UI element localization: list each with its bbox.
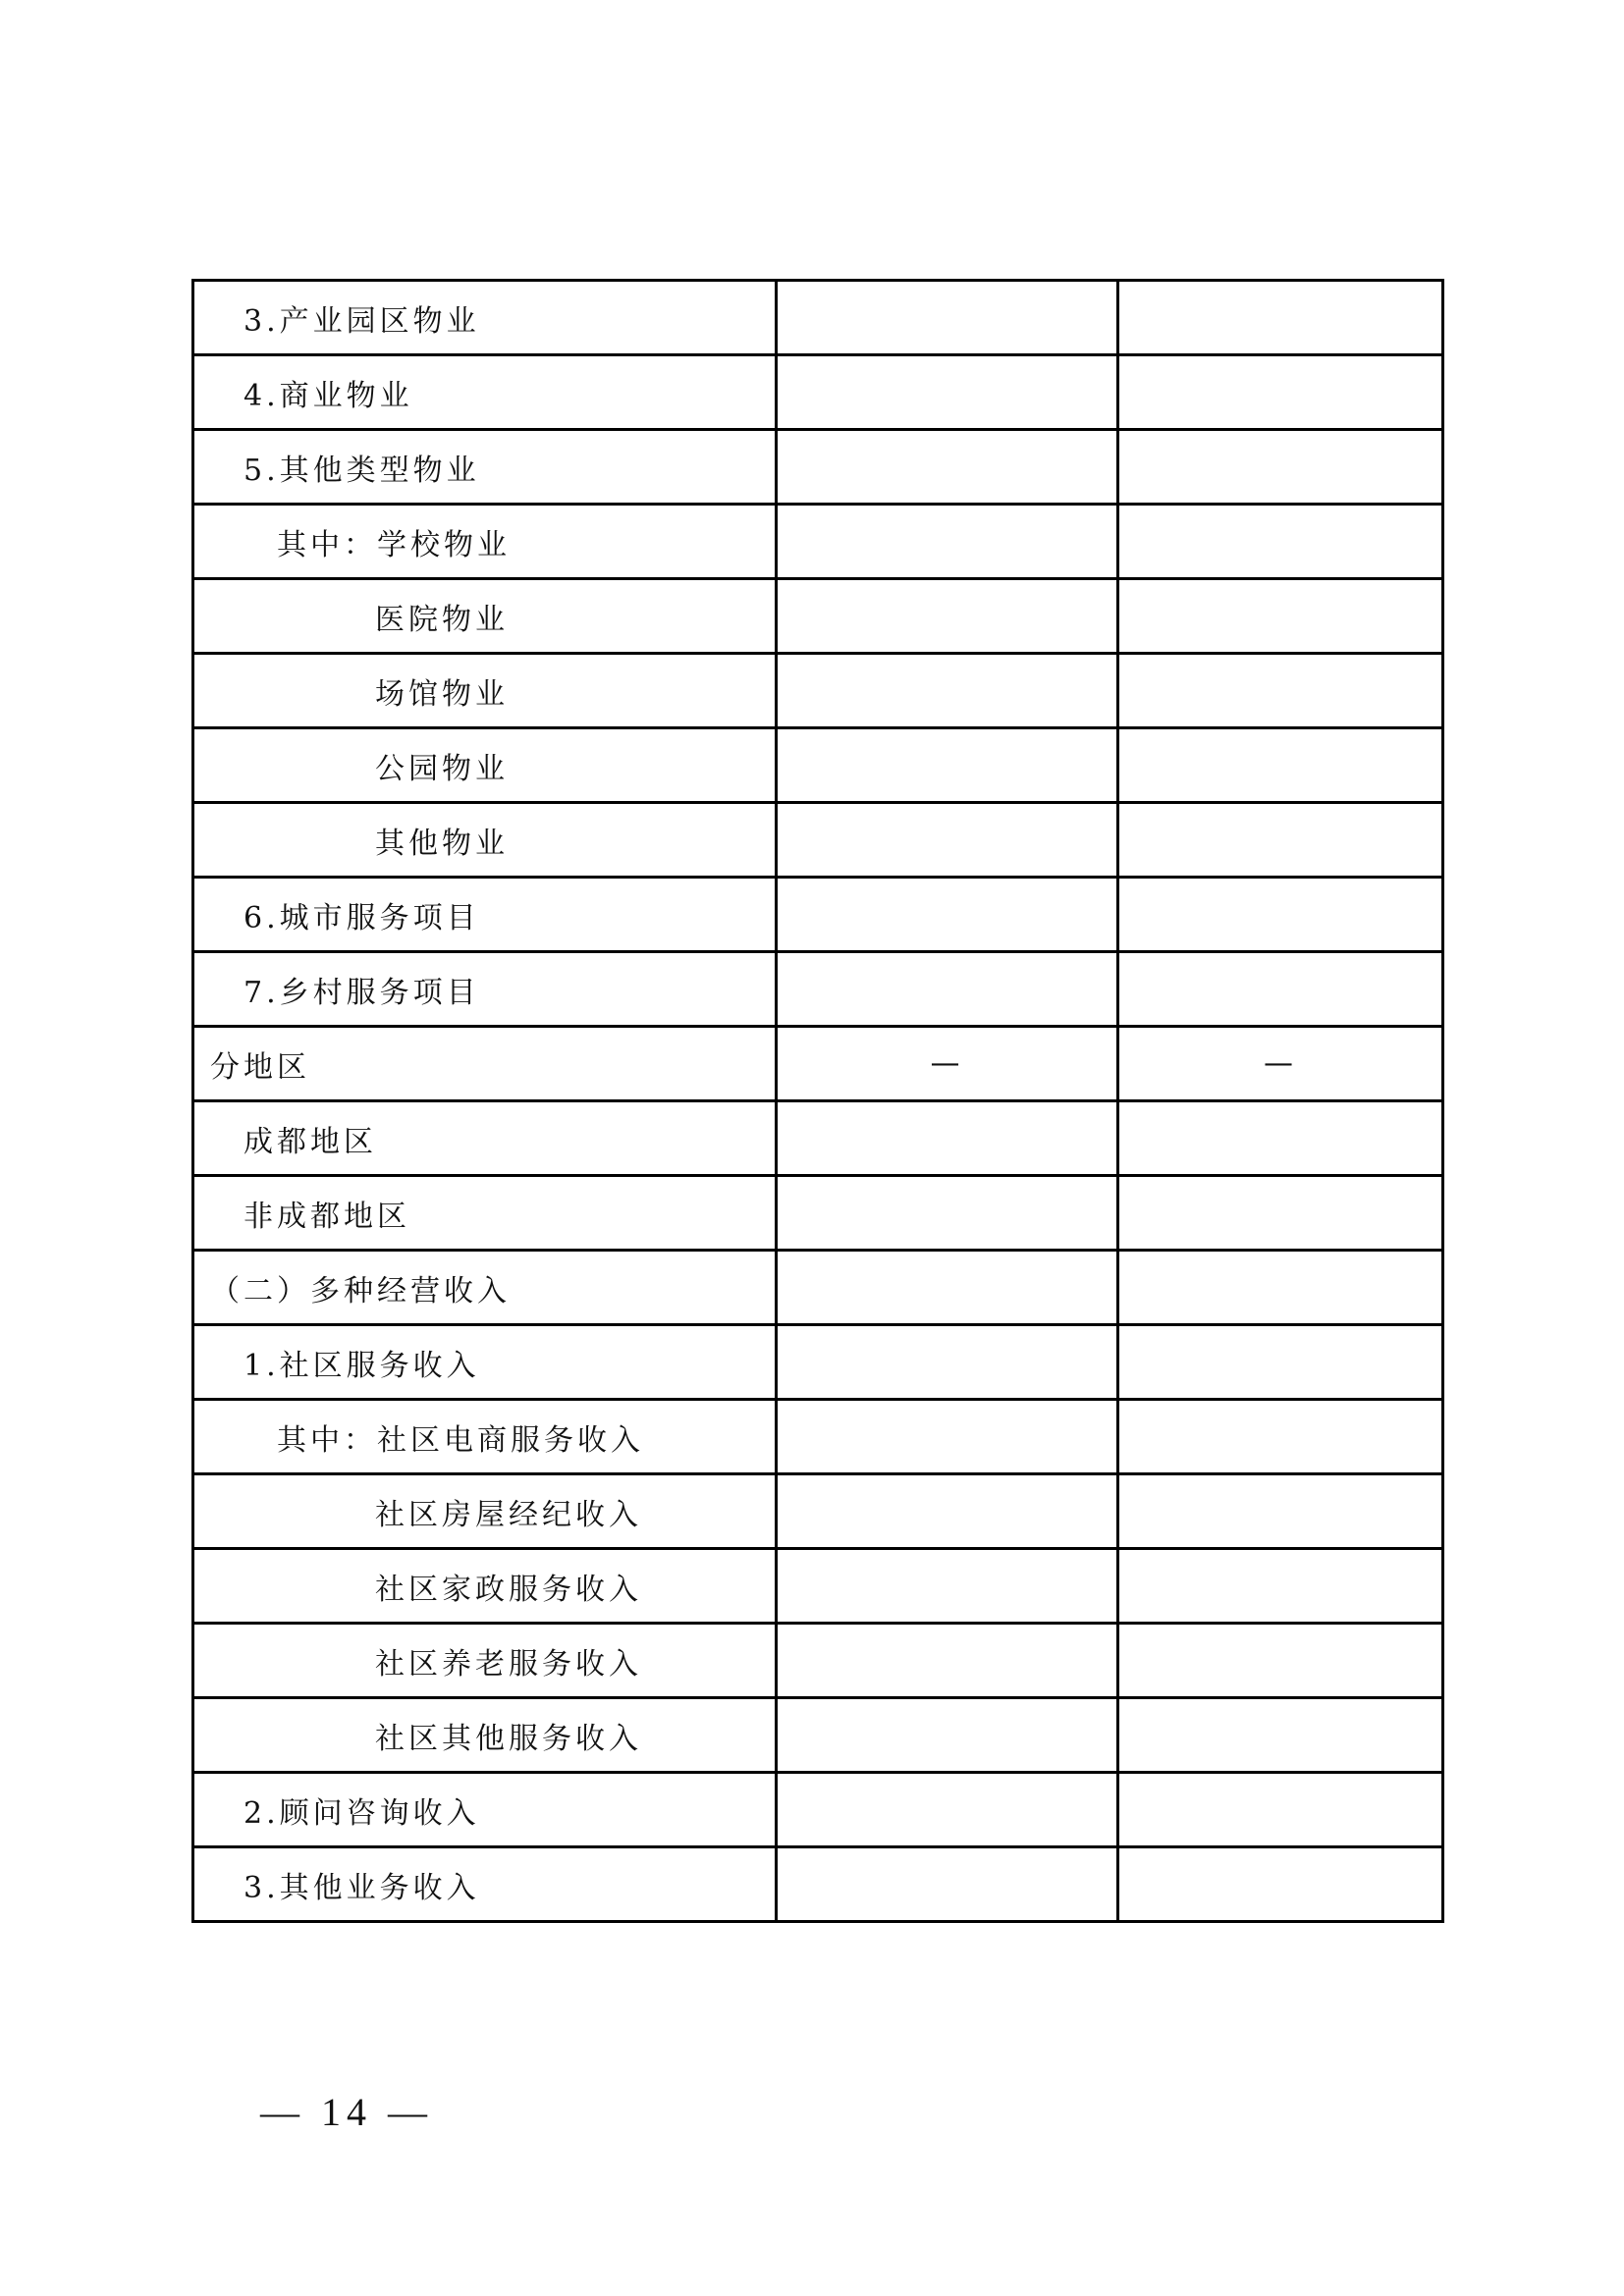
value-cell-col3[interactable] (1118, 1251, 1443, 1325)
row-label: 成都地区 (193, 1101, 777, 1176)
row-label: （二）多种经营收入 (193, 1251, 777, 1325)
value-cell-col3[interactable] (1118, 1400, 1443, 1474)
table-row (193, 1624, 1443, 1698)
table-row (193, 1176, 1443, 1251)
value-cell-col2[interactable] (777, 728, 1118, 803)
table-row (193, 430, 1443, 505)
value-cell-col3[interactable] (1118, 728, 1443, 803)
row-label: 2.顾问咨询收入 (193, 1773, 777, 1847)
row-label: 社区家政服务收入 (193, 1549, 777, 1624)
value-cell-col3[interactable] (1118, 281, 1443, 355)
table-row (193, 1251, 1443, 1325)
value-cell-col3[interactable] (1118, 952, 1443, 1027)
row-label: 其中：社区电商服务收入 (193, 1400, 777, 1474)
value-cell-col2[interactable] (777, 803, 1118, 878)
table-row (193, 1325, 1443, 1400)
value-cell-col2[interactable] (777, 1847, 1118, 1922)
row-label: 社区其他服务收入 (193, 1698, 777, 1773)
row-label: 其他物业 (193, 803, 777, 878)
value-cell-col2[interactable] (777, 878, 1118, 952)
value-cell-col3[interactable]: — (1118, 1027, 1443, 1101)
value-cell-col3[interactable] (1118, 355, 1443, 430)
value-cell-col2[interactable] (777, 654, 1118, 728)
table-row (193, 281, 1443, 355)
value-cell-col3[interactable] (1118, 878, 1443, 952)
table-row (193, 728, 1443, 803)
value-cell-col2[interactable] (777, 505, 1118, 579)
table-row (193, 579, 1443, 654)
row-label: 5.其他类型物业 (193, 430, 777, 505)
value-cell-col2[interactable] (777, 1400, 1118, 1474)
value-cell-col2[interactable] (777, 355, 1118, 430)
row-label: 4.商业物业 (193, 355, 777, 430)
table-row (193, 1847, 1443, 1922)
row-label: 非成都地区 (193, 1176, 777, 1251)
table-row (193, 505, 1443, 579)
value-cell-col3[interactable] (1118, 1325, 1443, 1400)
value-cell-col2[interactable] (777, 1549, 1118, 1624)
value-cell-col3[interactable] (1118, 430, 1443, 505)
value-cell-col3[interactable] (1118, 1549, 1443, 1624)
value-cell-col3[interactable] (1118, 1474, 1443, 1549)
row-label: 公园物业 (193, 728, 777, 803)
value-cell-col3[interactable] (1118, 1624, 1443, 1698)
row-label: 社区房屋经纪收入 (193, 1474, 777, 1549)
value-cell-col2[interactable] (777, 1773, 1118, 1847)
value-cell-col2[interactable] (777, 1101, 1118, 1176)
row-label: 社区养老服务收入 (193, 1624, 777, 1698)
value-cell-col3[interactable] (1118, 1176, 1443, 1251)
table-row (193, 1027, 1443, 1101)
value-cell-col2[interactable] (777, 1176, 1118, 1251)
table-row (193, 803, 1443, 878)
value-cell-col3[interactable] (1118, 803, 1443, 878)
value-cell-col2[interactable] (777, 1474, 1118, 1549)
value-cell-col2[interactable] (777, 1325, 1118, 1400)
row-label: 其中：学校物业 (193, 505, 777, 579)
value-cell-col2[interactable] (777, 1698, 1118, 1773)
value-cell-col2[interactable]: — (777, 1027, 1118, 1101)
value-cell-col2[interactable] (777, 1624, 1118, 1698)
value-cell-col2[interactable] (777, 952, 1118, 1027)
value-cell-col3[interactable] (1118, 654, 1443, 728)
table-row (193, 1773, 1443, 1847)
value-cell-col2[interactable] (777, 579, 1118, 654)
value-cell-col3[interactable] (1118, 1101, 1443, 1176)
row-label: 3.其他业务收入 (193, 1847, 777, 1922)
row-label: 医院物业 (193, 579, 777, 654)
value-cell-col3[interactable] (1118, 579, 1443, 654)
table-row (193, 1474, 1443, 1549)
value-cell-col2[interactable] (777, 281, 1118, 355)
table-row (193, 654, 1443, 728)
table-row (193, 1400, 1443, 1474)
value-cell-col3[interactable] (1118, 1698, 1443, 1773)
value-cell-col3[interactable] (1118, 1773, 1443, 1847)
row-label: 分地区 (193, 1027, 777, 1101)
row-label: 1.社区服务收入 (193, 1325, 777, 1400)
table-row (193, 952, 1443, 1027)
row-label: 6.城市服务项目 (193, 878, 777, 952)
page-number: — 14 — (260, 2090, 433, 2134)
revenue-form-table (191, 279, 1444, 1923)
value-cell-col3[interactable] (1118, 505, 1443, 579)
table-row (193, 355, 1443, 430)
table-row (193, 1549, 1443, 1624)
table-row (193, 1101, 1443, 1176)
table-row (193, 1698, 1443, 1773)
row-label: 3.产业园区物业 (193, 281, 777, 355)
value-cell-col3[interactable] (1118, 1847, 1443, 1922)
table-row (193, 878, 1443, 952)
row-label: 场馆物业 (193, 654, 777, 728)
row-label: 7.乡村服务项目 (193, 952, 777, 1027)
value-cell-col2[interactable] (777, 1251, 1118, 1325)
value-cell-col2[interactable] (777, 430, 1118, 505)
